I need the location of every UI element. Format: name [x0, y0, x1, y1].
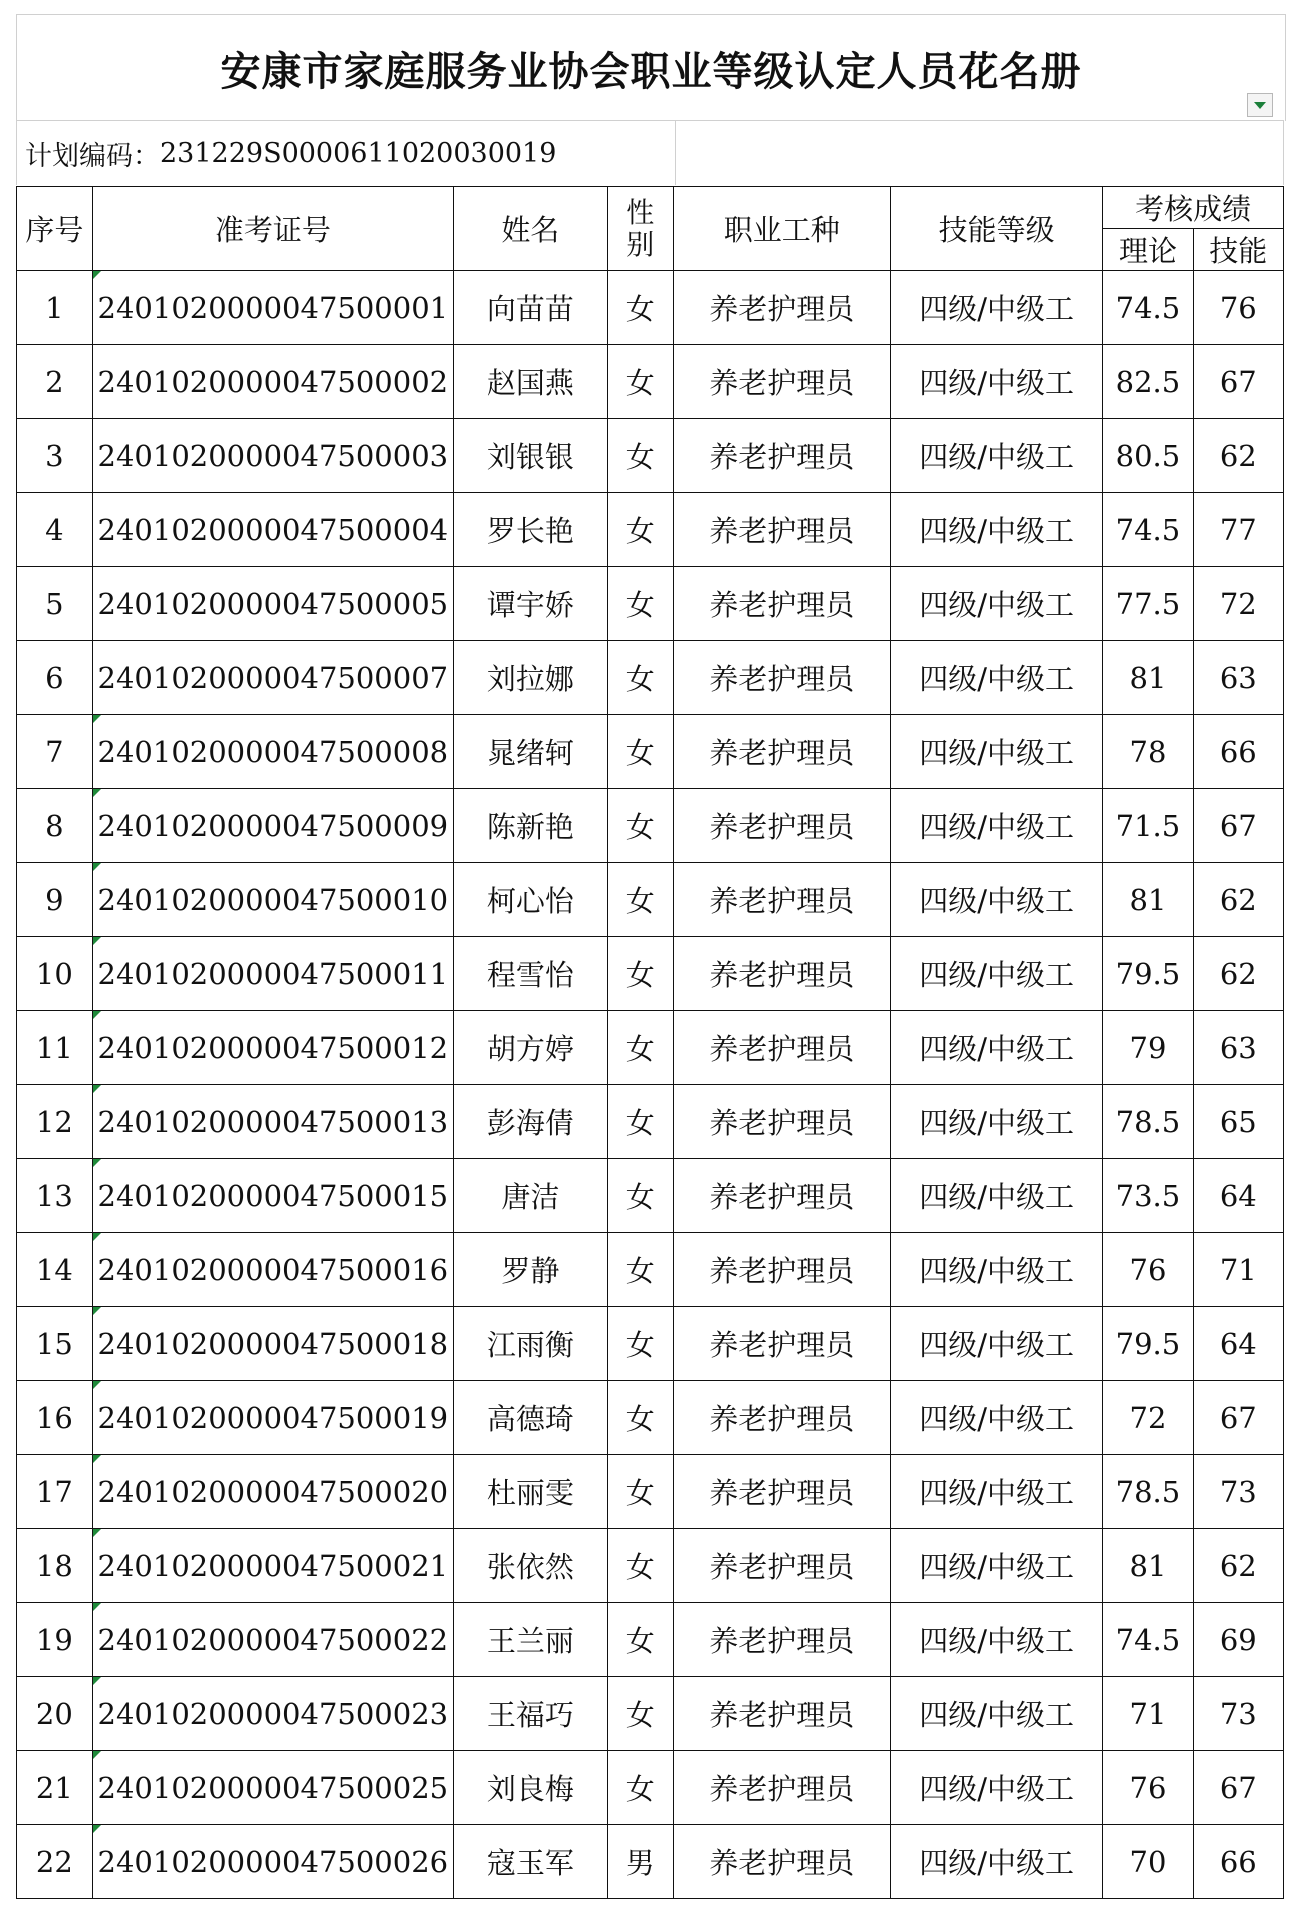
cell-theory[interactable]: 76 — [1103, 1751, 1193, 1825]
cell-theory[interactable]: 80.5 — [1103, 419, 1193, 493]
cell-name[interactable]: 刘拉娜 — [453, 641, 607, 715]
cell-name[interactable]: 胡方婷 — [453, 1011, 607, 1085]
cell-skill-level[interactable]: 四级/中级工 — [890, 1233, 1102, 1307]
cell-skill-level[interactable]: 四级/中级工 — [890, 345, 1102, 419]
cell-cert-no[interactable]: 2401020000047500020 — [92, 1455, 453, 1529]
table-row — [17, 1603, 1284, 1677]
cell-sex[interactable]: 女 — [607, 1011, 673, 1085]
table-row — [17, 863, 1284, 937]
table-row — [17, 345, 1284, 419]
cell-skill[interactable]: 66 — [1193, 1825, 1283, 1899]
cell-skill[interactable]: 67 — [1193, 1381, 1283, 1455]
cell-sex[interactable]: 女 — [607, 641, 673, 715]
cell-theory[interactable]: 74.5 — [1103, 271, 1193, 345]
cell-sex[interactable]: 女 — [607, 1529, 673, 1603]
cell-occupation[interactable]: 养老护理员 — [673, 1455, 890, 1529]
cell-index[interactable]: 6 — [17, 641, 93, 715]
table-row — [17, 1085, 1284, 1159]
cell-skill[interactable]: 67 — [1193, 345, 1283, 419]
cell-name[interactable]: 柯心怡 — [453, 863, 607, 937]
cell-occupation[interactable]: 养老护理员 — [673, 345, 890, 419]
cell-theory[interactable]: 73.5 — [1103, 1159, 1193, 1233]
cell-skill[interactable]: 64 — [1193, 1159, 1283, 1233]
cell-cert-no[interactable]: 2401020000047500026 — [92, 1825, 453, 1899]
cell-occupation[interactable]: 养老护理员 — [673, 271, 890, 345]
cell-occupation[interactable]: 养老护理员 — [673, 493, 890, 567]
cell-name[interactable]: 寇玉军 — [453, 1825, 607, 1899]
header-name[interactable]: 姓名 — [453, 187, 607, 271]
filter-dropdown-button[interactable] — [1247, 93, 1273, 117]
cell-name[interactable]: 罗静 — [453, 1233, 607, 1307]
cell-sex[interactable]: 女 — [607, 1603, 673, 1677]
table-row — [17, 1751, 1284, 1825]
cell-occupation[interactable]: 养老护理员 — [673, 1011, 890, 1085]
table-row — [17, 1529, 1284, 1603]
cell-sex[interactable]: 男 — [607, 1825, 673, 1899]
cell-occupation[interactable]: 养老护理员 — [673, 1233, 890, 1307]
table-row — [17, 567, 1284, 641]
cell-sex[interactable]: 女 — [607, 1307, 673, 1381]
cell-index[interactable]: 10 — [17, 937, 93, 1011]
cell-skill-level[interactable]: 四级/中级工 — [890, 715, 1102, 789]
cell-cert-no[interactable]: 2401020000047500008 — [92, 715, 453, 789]
cell-skill-level[interactable]: 四级/中级工 — [890, 641, 1102, 715]
cell-sex[interactable]: 女 — [607, 493, 673, 567]
table-row — [17, 419, 1284, 493]
cell-sex[interactable]: 女 — [607, 567, 673, 641]
cell-occupation[interactable]: 养老护理员 — [673, 1085, 890, 1159]
cell-name[interactable]: 刘银银 — [453, 419, 607, 493]
cell-index[interactable]: 4 — [17, 493, 93, 567]
cell-theory[interactable]: 74.5 — [1103, 493, 1193, 567]
cell-index[interactable]: 21 — [17, 1751, 93, 1825]
cell-cert-no[interactable]: 2401020000047500011 — [92, 937, 453, 1011]
cell-name[interactable]: 唐洁 — [453, 1159, 607, 1233]
cell-cert-no[interactable]: 2401020000047500015 — [92, 1159, 453, 1233]
cell-skill-level[interactable]: 四级/中级工 — [890, 1381, 1102, 1455]
cell-sex[interactable]: 女 — [607, 1381, 673, 1455]
cell-occupation[interactable]: 养老护理员 — [673, 1751, 890, 1825]
cell-theory[interactable]: 72 — [1103, 1381, 1193, 1455]
cell-cert-no[interactable]: 2401020000047500005 — [92, 567, 453, 641]
cell-skill[interactable]: 62 — [1193, 419, 1283, 493]
cell-sex[interactable]: 女 — [607, 419, 673, 493]
cell-skill-level[interactable]: 四级/中级工 — [890, 1677, 1102, 1751]
cell-index[interactable]: 7 — [17, 715, 93, 789]
cell-cert-no[interactable]: 2401020000047500019 — [92, 1381, 453, 1455]
cell-skill[interactable]: 63 — [1193, 1011, 1283, 1085]
cell-occupation[interactable]: 养老护理员 — [673, 567, 890, 641]
cell-skill[interactable]: 66 — [1193, 715, 1283, 789]
cell-cert-no[interactable]: 2401020000047500022 — [92, 1603, 453, 1677]
cell-sex[interactable]: 女 — [607, 789, 673, 863]
cell-sex[interactable]: 女 — [607, 1677, 673, 1751]
cell-theory[interactable]: 79.5 — [1103, 1307, 1193, 1381]
cell-skill[interactable]: 67 — [1193, 1751, 1283, 1825]
table-row — [17, 1381, 1284, 1455]
plan-code-cell[interactable] — [16, 121, 676, 185]
cell-sex[interactable]: 女 — [607, 715, 673, 789]
cell-theory[interactable]: 81 — [1103, 863, 1193, 937]
cell-name[interactable]: 赵国燕 — [453, 345, 607, 419]
cell-occupation[interactable]: 养老护理员 — [673, 1529, 890, 1603]
cell-skill[interactable]: 73 — [1193, 1677, 1283, 1751]
header-index[interactable]: 序号 — [17, 187, 93, 271]
table-row — [17, 1307, 1284, 1381]
cell-occupation[interactable]: 养老护理员 — [673, 641, 890, 715]
header-scores[interactable]: 考核成绩 — [1103, 187, 1284, 229]
cell-theory[interactable]: 77.5 — [1103, 567, 1193, 641]
cell-skill-level[interactable]: 四级/中级工 — [890, 1159, 1102, 1233]
cell-index[interactable]: 14 — [17, 1233, 93, 1307]
cell-occupation[interactable]: 养老护理员 — [673, 1307, 890, 1381]
header-cert-no[interactable]: 准考证号 — [92, 187, 453, 271]
cell-occupation[interactable]: 养老护理员 — [673, 715, 890, 789]
cell-skill-level[interactable]: 四级/中级工 — [890, 1085, 1102, 1159]
cell-cert-no[interactable]: 2401020000047500023 — [92, 1677, 453, 1751]
cell-theory[interactable]: 76 — [1103, 1233, 1193, 1307]
cell-cert-no[interactable]: 2401020000047500012 — [92, 1011, 453, 1085]
header-skill[interactable]: 技能 — [1193, 229, 1283, 271]
cell-occupation[interactable]: 养老护理员 — [673, 419, 890, 493]
cell-skill[interactable]: 62 — [1193, 863, 1283, 937]
cell-theory[interactable]: 74.5 — [1103, 1603, 1193, 1677]
cell-name[interactable]: 江雨衡 — [453, 1307, 607, 1381]
cell-cert-no[interactable]: 2401020000047500018 — [92, 1307, 453, 1381]
table-row — [17, 789, 1284, 863]
cell-index[interactable]: 11 — [17, 1011, 93, 1085]
roster-table — [16, 186, 1284, 1899]
cell-sex[interactable]: 女 — [607, 1233, 673, 1307]
cell-skill[interactable]: 73 — [1193, 1455, 1283, 1529]
cell-cert-no[interactable]: 2401020000047500021 — [92, 1529, 453, 1603]
cell-skill[interactable]: 69 — [1193, 1603, 1283, 1677]
cell-occupation[interactable]: 养老护理员 — [673, 863, 890, 937]
table-row — [17, 1825, 1284, 1899]
cell-theory[interactable]: 70 — [1103, 1825, 1193, 1899]
cell-name[interactable]: 刘良梅 — [453, 1751, 607, 1825]
cell-skill-level[interactable]: 四级/中级工 — [890, 419, 1102, 493]
cell-theory[interactable]: 81 — [1103, 641, 1193, 715]
cell-skill[interactable]: 72 — [1193, 567, 1283, 641]
header-occupation[interactable]: 职业工种 — [673, 187, 890, 271]
cell-occupation[interactable]: 养老护理员 — [673, 1603, 890, 1677]
cell-name[interactable]: 陈新艳 — [453, 789, 607, 863]
table-body — [17, 271, 1284, 1899]
plan-code-value: 231229S0000611020030019 — [160, 137, 557, 169]
cell-name[interactable]: 谭宇娇 — [453, 567, 607, 641]
cell-theory[interactable]: 82.5 — [1103, 345, 1193, 419]
cell-name[interactable]: 杜丽雯 — [453, 1455, 607, 1529]
cell-skill[interactable]: 76 — [1193, 271, 1283, 345]
cell-name[interactable]: 程雪怡 — [453, 937, 607, 1011]
table-row — [17, 1011, 1284, 1085]
header-sex-text: 性别 — [626, 195, 655, 261]
cell-theory[interactable]: 78 — [1103, 715, 1193, 789]
cell-skill-level[interactable]: 四级/中级工 — [890, 1529, 1102, 1603]
cell-cert-no[interactable]: 2401020000047500007 — [92, 641, 453, 715]
cell-theory[interactable]: 81 — [1103, 1529, 1193, 1603]
cell-index[interactable]: 2 — [17, 345, 93, 419]
cell-index[interactable]: 15 — [17, 1307, 93, 1381]
cell-cert-no[interactable]: 2401020000047500010 — [92, 863, 453, 937]
cell-index[interactable]: 22 — [17, 1825, 93, 1899]
header-sex[interactable] — [607, 187, 673, 271]
cell-cert-no[interactable]: 2401020000047500009 — [92, 789, 453, 863]
cell-index[interactable]: 19 — [17, 1603, 93, 1677]
cell-skill-level[interactable]: 四级/中级工 — [890, 1603, 1102, 1677]
cell-skill[interactable]: 64 — [1193, 1307, 1283, 1381]
plan-code-label: 计划编码： — [25, 140, 160, 172]
cell-index[interactable]: 1 — [17, 271, 93, 345]
cell-theory[interactable]: 79.5 — [1103, 937, 1193, 1011]
table-row — [17, 1233, 1284, 1307]
cell-cert-no[interactable]: 2401020000047500016 — [92, 1233, 453, 1307]
cell-cert-no[interactable]: 2401020000047500003 — [92, 419, 453, 493]
cell-skill-level[interactable]: 四级/中级工 — [890, 1011, 1102, 1085]
cell-index[interactable]: 13 — [17, 1159, 93, 1233]
cell-sex[interactable]: 女 — [607, 1455, 673, 1529]
cell-skill-level[interactable]: 四级/中级工 — [890, 567, 1102, 641]
table-row — [17, 1677, 1284, 1751]
cell-index[interactable]: 8 — [17, 789, 93, 863]
cell-index[interactable]: 5 — [17, 567, 93, 641]
cell-theory[interactable]: 78.5 — [1103, 1085, 1193, 1159]
cell-sex[interactable]: 女 — [607, 1751, 673, 1825]
cell-skill[interactable]: 77 — [1193, 493, 1283, 567]
cell-cert-no[interactable]: 2401020000047500001 — [92, 271, 453, 345]
cell-occupation[interactable]: 养老护理员 — [673, 1677, 890, 1751]
cell-occupation[interactable]: 养老护理员 — [673, 789, 890, 863]
header-skill-level[interactable]: 技能等级 — [890, 187, 1102, 271]
cell-cert-no[interactable]: 2401020000047500002 — [92, 345, 453, 419]
cell-skill[interactable]: 71 — [1193, 1233, 1283, 1307]
cell-name[interactable]: 晁绪轲 — [453, 715, 607, 789]
cell-sex[interactable]: 女 — [607, 271, 673, 345]
cell-theory[interactable]: 78.5 — [1103, 1455, 1193, 1529]
cell-skill[interactable]: 63 — [1193, 641, 1283, 715]
cell-skill[interactable]: 67 — [1193, 789, 1283, 863]
cell-skill-level[interactable]: 四级/中级工 — [890, 493, 1102, 567]
table-row — [17, 1159, 1284, 1233]
table-row — [17, 641, 1284, 715]
cell-occupation[interactable]: 养老护理员 — [673, 937, 890, 1011]
cell-skill[interactable]: 62 — [1193, 937, 1283, 1011]
cell-skill-level[interactable]: 四级/中级工 — [890, 1751, 1102, 1825]
plan-row — [16, 120, 1284, 185]
cell-skill-level[interactable]: 四级/中级工 — [890, 1307, 1102, 1381]
table-row — [17, 1455, 1284, 1529]
cell-skill-level[interactable]: 四级/中级工 — [890, 789, 1102, 863]
cell-sex[interactable]: 女 — [607, 863, 673, 937]
cell-cert-no[interactable]: 2401020000047500013 — [92, 1085, 453, 1159]
header-theory[interactable]: 理论 — [1103, 229, 1193, 271]
cell-name[interactable]: 向苗苗 — [453, 271, 607, 345]
cell-occupation[interactable]: 养老护理员 — [673, 1159, 890, 1233]
title-area — [16, 14, 1286, 121]
cell-name[interactable]: 王兰丽 — [453, 1603, 607, 1677]
cell-index[interactable]: 16 — [17, 1381, 93, 1455]
cell-sex[interactable]: 女 — [607, 345, 673, 419]
table-row — [17, 715, 1284, 789]
cell-index[interactable]: 18 — [17, 1529, 93, 1603]
cell-name[interactable]: 张依然 — [453, 1529, 607, 1603]
cell-cert-no[interactable]: 2401020000047500004 — [92, 493, 453, 567]
cell-index[interactable]: 3 — [17, 419, 93, 493]
table-row — [17, 937, 1284, 1011]
empty-cell[interactable] — [676, 121, 1284, 185]
cell-name[interactable]: 王福巧 — [453, 1677, 607, 1751]
cell-skill[interactable]: 62 — [1193, 1529, 1283, 1603]
cell-theory[interactable]: 71 — [1103, 1677, 1193, 1751]
cell-sex[interactable]: 女 — [607, 1159, 673, 1233]
cell-theory[interactable]: 79 — [1103, 1011, 1193, 1085]
page-title: 安康市家庭服务业协会职业等级认定人员花名册 — [220, 48, 1082, 95]
cell-skill-level[interactable]: 四级/中级工 — [890, 271, 1102, 345]
cell-skill-level[interactable]: 四级/中级工 — [890, 937, 1102, 1011]
cell-cert-no[interactable]: 2401020000047500025 — [92, 1751, 453, 1825]
cell-occupation[interactable]: 养老护理员 — [673, 1825, 890, 1899]
chevron-down-icon — [1254, 102, 1266, 109]
cell-skill-level[interactable]: 四级/中级工 — [890, 1455, 1102, 1529]
table-row — [17, 493, 1284, 567]
cell-index[interactable]: 20 — [17, 1677, 93, 1751]
cell-name[interactable]: 高德琦 — [453, 1381, 607, 1455]
table-row — [17, 271, 1284, 345]
cell-sex[interactable]: 女 — [607, 937, 673, 1011]
cell-index[interactable]: 12 — [17, 1085, 93, 1159]
cell-skill-level[interactable]: 四级/中级工 — [890, 1825, 1102, 1899]
cell-skill-level[interactable]: 四级/中级工 — [890, 863, 1102, 937]
cell-name[interactable]: 彭海倩 — [453, 1085, 607, 1159]
cell-occupation[interactable]: 养老护理员 — [673, 1381, 890, 1455]
cell-sex[interactable]: 女 — [607, 1085, 673, 1159]
cell-index[interactable]: 17 — [17, 1455, 93, 1529]
cell-theory[interactable]: 71.5 — [1103, 789, 1193, 863]
cell-name[interactable]: 罗长艳 — [453, 493, 607, 567]
cell-skill[interactable]: 65 — [1193, 1085, 1283, 1159]
cell-index[interactable]: 9 — [17, 863, 93, 937]
